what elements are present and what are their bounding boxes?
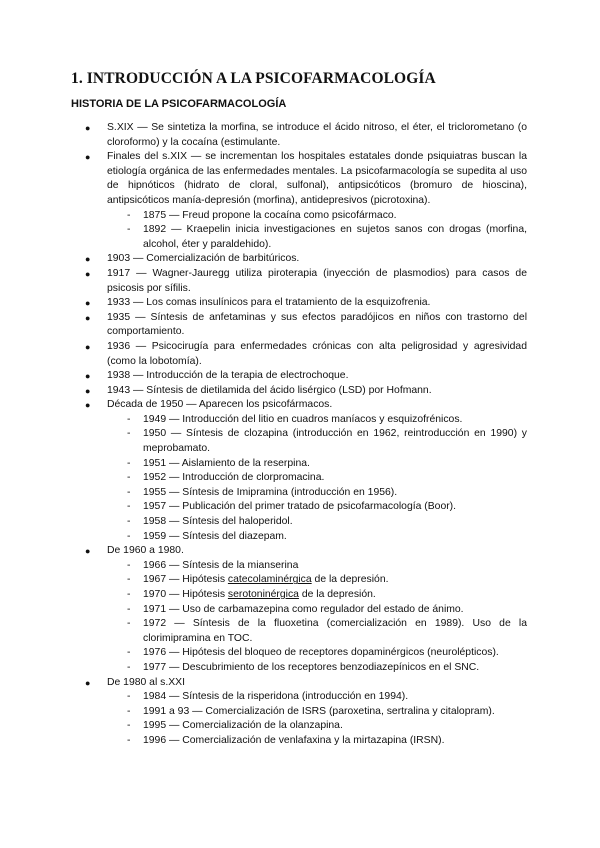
- bullet-icon: ●: [85, 298, 91, 309]
- sub-list-item: [71, 603, 527, 618]
- sub-list-item: [71, 486, 527, 501]
- dash-marker: -: [127, 574, 131, 586]
- list-item-text: 1935 — Síntesis de anfetaminas y sus efectos paradójicos en niños con trastorno del comportamiento.: [107, 311, 527, 338]
- bullet-icon: ●: [85, 546, 91, 557]
- page-title: 1. INTRODUCCIÓN A LA PSICOFARMACOLOGÍA: [71, 70, 436, 87]
- list-item: [71, 150, 527, 208]
- list-item-text: De 1980 al s.XXI: [107, 676, 185, 688]
- sub-list-item-text: 1970 — Hipótesis: [143, 589, 228, 600]
- sub-list-item: [71, 661, 527, 676]
- bullet-icon: ●: [85, 268, 91, 279]
- list-item-text: Década de 1950 — Aparecen los psicofármacos.: [107, 399, 333, 411]
- list-item-text: S.XIX — Se sintetiza la morfina, se introduce el ácido nitroso, el éter, el triclorometano (o cloroformo) y la cocaína (estimulante.: [107, 122, 527, 148]
- dash-marker: -: [127, 618, 131, 630]
- sub-list-item-text: de la depresión.: [298, 589, 376, 600]
- sub-list-item: [71, 413, 527, 428]
- sub-list-item: [71, 457, 527, 472]
- dash-marker: -: [127, 720, 131, 732]
- sub-list-item-text: 1991 a 93 — Comercialización de ISRS (paroxetina, sertralina y citalopram).: [143, 705, 495, 717]
- dash-marker: -: [127, 457, 131, 469]
- sub-list-item: [71, 209, 527, 224]
- sub-list-item-text: 1976 — Hipótesis del bloqueo de receptores dopaminérgicos (neurolépticos).: [143, 647, 499, 659]
- list-item: [71, 340, 527, 369]
- section-heading: HISTORIA DE LA PSICOFARMACOLOGÍA: [71, 98, 287, 110]
- dash-marker: -: [127, 647, 131, 659]
- list-item: [71, 311, 527, 340]
- dash-marker: -: [127, 559, 131, 571]
- list-item: [71, 369, 527, 384]
- sub-list-item: [71, 515, 527, 530]
- list-item: [71, 296, 527, 311]
- list-item-text: Finales del s.XIX — se incrementan los hospitales estatales donde psiquiatras buscan la etiología orgánica de las enfermedades mentales. La psicofarmacología se supedita al uso de hipnóticos (hidrato de cloral, sulfonal), antipsicóticos (bromuro de hioscina), antipsicóticos manía-depresión (morfina), antidepresivos (picrotoxina).: [107, 151, 527, 206]
- bullet-icon: ●: [85, 254, 91, 265]
- dash-marker: -: [127, 691, 131, 703]
- sub-list-item-text: 1958 — Síntesis del haloperidol.: [143, 516, 293, 528]
- sub-list-item-text: de la depresión.: [311, 574, 389, 586]
- dash-marker: -: [127, 530, 131, 542]
- list-item-text: 1917 — Wagner-Jauregg utiliza piroterapia (inyección de plasmodios) para casos de psicosis por sífilis.: [107, 267, 527, 294]
- sub-list-item: [71, 588, 527, 603]
- sub-list-item-text: 1875 — Freud propone la cocaína como psicofármaco.: [143, 209, 397, 221]
- dash-marker: -: [127, 209, 131, 221]
- list-item: [71, 252, 527, 267]
- list-item-text: 1936 — Psicocirugía para enfermedades crónicas con alta peligrosidad y agresividad (como la lobotomía).: [107, 340, 527, 367]
- list-item-text: 1933 — Los comas insulínicos para el tratamiento de la esquizofrenia.: [107, 297, 431, 309]
- sub-list-item: [71, 471, 527, 486]
- sub-list-item: [71, 573, 527, 588]
- list-item: [71, 544, 527, 559]
- bullet-icon: ●: [85, 371, 91, 382]
- sub-list-item: [71, 500, 527, 515]
- list-item: [71, 398, 527, 413]
- sub-list-item: [71, 719, 527, 734]
- sub-list-item-text: 1995 — Comercialización de la olanzapina.: [143, 720, 343, 732]
- dash-marker: -: [127, 705, 131, 717]
- dash-marker: -: [127, 224, 131, 236]
- sub-list-item: [71, 646, 527, 661]
- sub-list-item: [71, 559, 527, 574]
- sub-list-item-text: 1949 — Introducción del litio en cuadros maníacos y esquizofrénicos.: [143, 413, 463, 425]
- history-list: [71, 121, 527, 749]
- sub-list-item-text: 1984 — Síntesis de la risperidona (introducción en 1994).: [143, 691, 409, 703]
- sub-list-item-text: 1952 — Introducción de clorpromacina.: [143, 472, 325, 484]
- sub-list-item-text: 1955 — Síntesis de Imipramina (introducción en 1956).: [143, 486, 398, 498]
- sub-list-item-text: 1971 — Uso de carbamazepina como regulador del estado de ánimo.: [143, 603, 464, 615]
- bullet-icon: ●: [85, 123, 91, 133]
- dash-marker: -: [127, 734, 131, 746]
- sub-list-item-text: 1951 — Aislamiento de la reserpina.: [143, 457, 310, 469]
- sub-list-item-text: 1972 — Síntesis de la fluoxetina (comercialización en 1989). Uso de la clorimipramina en TOC.: [143, 618, 527, 644]
- sub-list-item: [71, 617, 527, 646]
- bullet-icon: ●: [85, 400, 91, 411]
- sub-list-item-text: 1892 — Kraepelin inicia investigaciones en sujetos sanos con drogas (morfina, alcohol, éter y paraldehido).: [143, 224, 527, 250]
- sub-list-item-text: 1966 — Síntesis de la mianserina: [143, 559, 299, 571]
- bullet-icon: ●: [85, 677, 91, 688]
- dash-marker: -: [127, 661, 131, 673]
- sub-list-item-text: 1977 — Descubrimiento de los receptores benzodiazepínicos en el SNC.: [143, 661, 480, 673]
- list-item: [71, 384, 527, 399]
- sub-list-item: [71, 223, 527, 252]
- sub-list-item-text: 1950 — Síntesis de clozapina (introducción en 1962, reintroducción en 1990) y meprobamato.: [143, 428, 527, 455]
- list-item: [71, 267, 527, 296]
- dash-marker: -: [127, 428, 131, 440]
- sub-list-item: [71, 530, 527, 545]
- dash-marker: -: [127, 486, 131, 498]
- sub-list-item: [71, 690, 527, 705]
- sub-list-item-text: 1959 — Síntesis del diazepam.: [143, 530, 287, 542]
- sub-list-item-text: 1957 — Publicación del primer tratado de psicofarmacología (Boor).: [143, 501, 457, 513]
- list-item: [71, 676, 527, 691]
- list-item-text: De 1960 a 1980.: [107, 545, 184, 557]
- dash-marker: -: [127, 516, 131, 528]
- dash-marker: -: [127, 413, 131, 425]
- sub-list-item: [71, 734, 527, 749]
- underlined-term: catecolaminérgica: [227, 574, 312, 586]
- bullet-icon: ●: [85, 341, 91, 352]
- list-item-text: 1938 — Introducción de la terapia de electrochoque.: [107, 370, 349, 382]
- sub-list-item-text: 1967 — Hipótesis: [143, 574, 228, 586]
- list-item-text: 1943 — Síntesis de dietilamida del ácido lisérgico (LSD) por Hofmann.: [107, 384, 432, 396]
- dash-marker: -: [127, 589, 131, 600]
- sub-list-item-text: 1996 — Comercialización de venlafaxina y la mirtazapina (IRSN).: [143, 734, 445, 746]
- dash-marker: -: [127, 501, 131, 513]
- bullet-icon: ●: [85, 385, 91, 396]
- sub-list-item: [71, 427, 527, 456]
- list-item-text: 1903 — Comercialización de barbitúricos.: [107, 253, 300, 265]
- bullet-icon: ●: [85, 312, 91, 323]
- bullet-icon: ●: [85, 152, 91, 163]
- dash-marker: -: [127, 603, 131, 615]
- sub-list-item: [71, 705, 527, 720]
- underlined-term: serotoninérgica: [227, 589, 299, 600]
- dash-marker: -: [127, 472, 131, 484]
- list-item: [71, 121, 527, 150]
